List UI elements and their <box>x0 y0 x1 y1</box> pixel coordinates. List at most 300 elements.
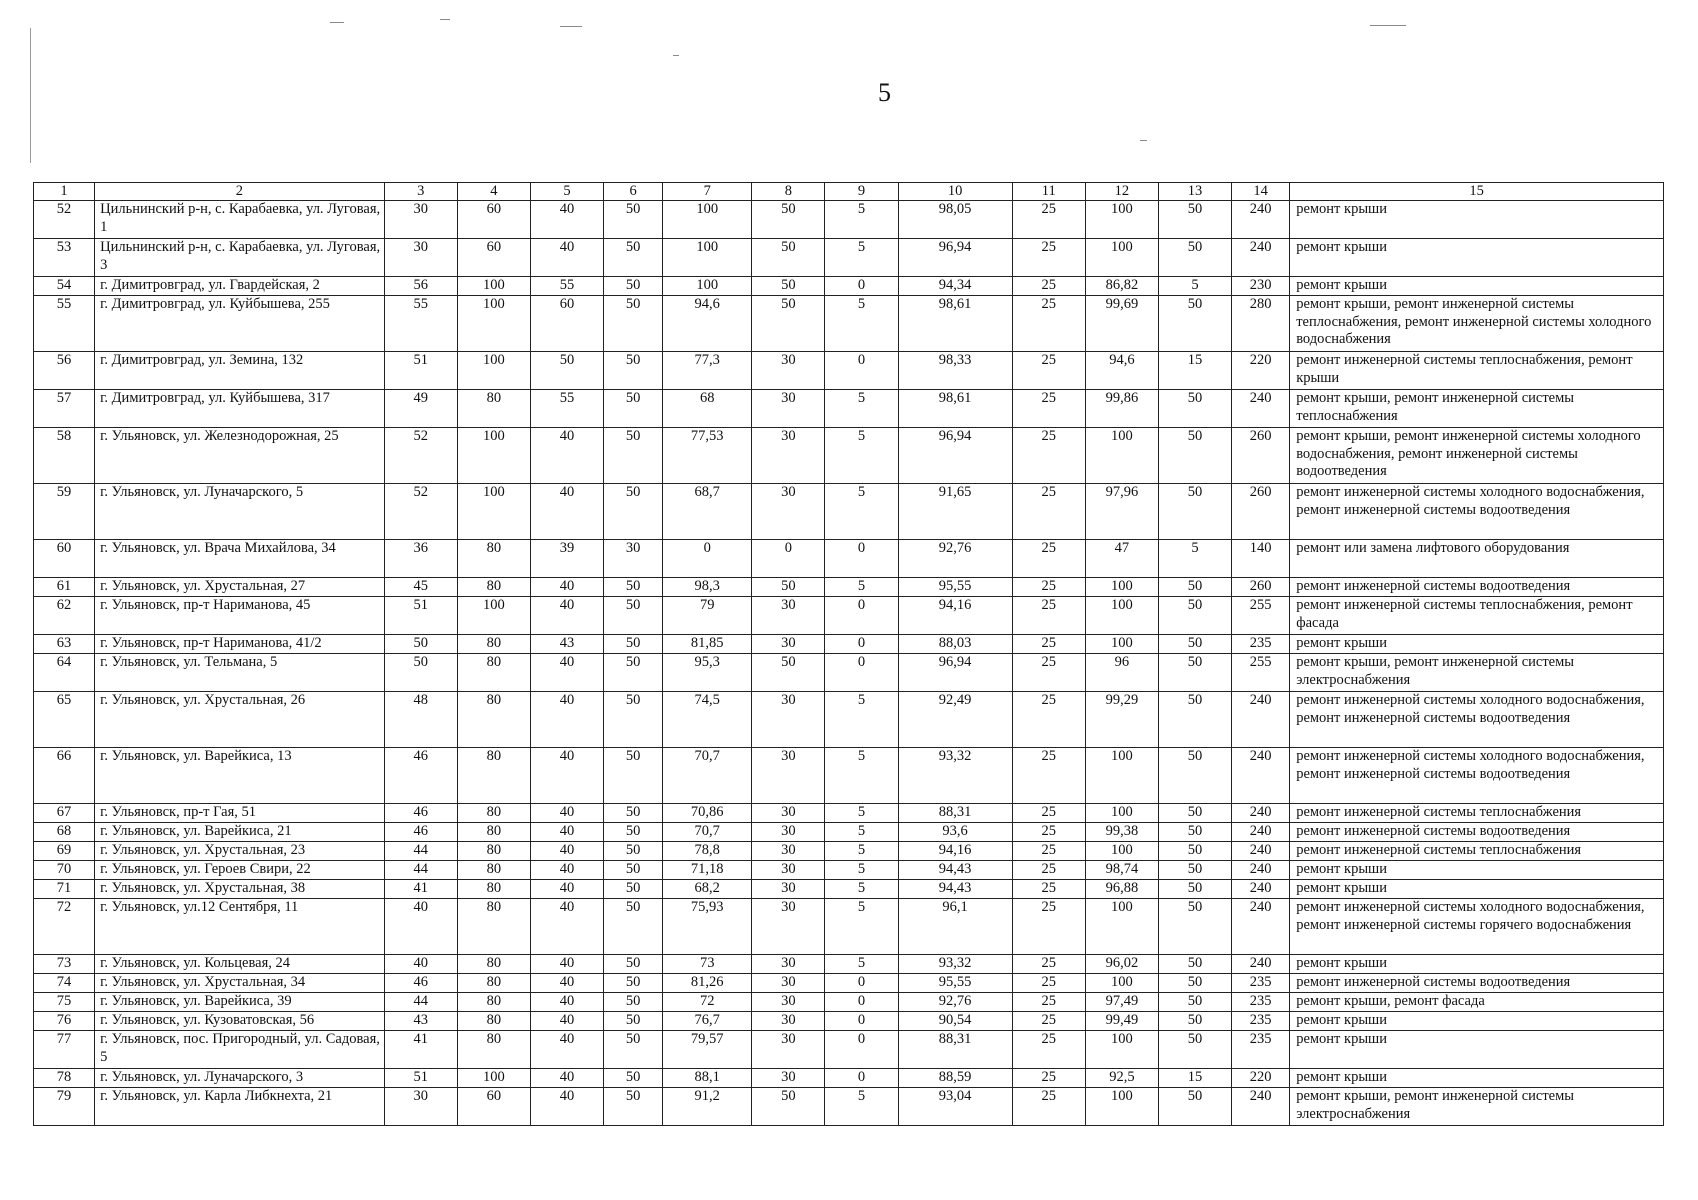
cell-value: 100 <box>457 597 530 635</box>
cell-value: 50 <box>1158 842 1231 861</box>
cell-value: 5 <box>825 899 898 955</box>
cell-value: 50 <box>752 239 825 277</box>
cell-address: г. Ульяновск, ул.12 Сентября, 11 <box>95 899 385 955</box>
cell-value: 80 <box>457 692 530 748</box>
cell-value: 56 <box>384 277 457 296</box>
cell-row-number: 76 <box>34 1012 95 1031</box>
cell-value: 100 <box>663 239 752 277</box>
cell-value: 5 <box>1158 277 1231 296</box>
cell-value: 0 <box>825 540 898 578</box>
cell-value: 25 <box>1012 804 1085 823</box>
cell-value: 50 <box>604 484 663 540</box>
column-header: 10 <box>898 183 1012 201</box>
cell-value: 25 <box>1012 1069 1085 1088</box>
cell-value: 50 <box>604 352 663 390</box>
cell-value: 40 <box>530 578 603 597</box>
cell-value: 40 <box>384 955 457 974</box>
cell-row-number: 52 <box>34 201 95 239</box>
cell-value: 90,54 <box>898 1012 1012 1031</box>
cell-value: 80 <box>457 540 530 578</box>
cell-value: 98,74 <box>1085 861 1158 880</box>
cell-row-number: 77 <box>34 1031 95 1069</box>
cell-value: 50 <box>604 597 663 635</box>
cell-work-types: ремонт инженерной системы водоотведения <box>1290 578 1664 597</box>
cell-value: 51 <box>384 1069 457 1088</box>
cell-value: 60 <box>457 201 530 239</box>
cell-value: 73 <box>663 955 752 974</box>
cell-value: 25 <box>1012 880 1085 899</box>
cell-work-types: ремонт крыши, ремонт фасада <box>1290 993 1664 1012</box>
cell-value: 100 <box>1085 578 1158 597</box>
cell-value: 44 <box>384 993 457 1012</box>
cell-total-score: 240 <box>1232 390 1290 428</box>
cell-address: г. Димитровград, ул. Гвардейская, 2 <box>95 277 385 296</box>
cell-value: 100 <box>1085 748 1158 804</box>
cell-row-number: 75 <box>34 993 95 1012</box>
cell-total-score: 240 <box>1232 823 1290 842</box>
cell-value: 48 <box>384 692 457 748</box>
cell-value: 99,49 <box>1085 1012 1158 1031</box>
cell-value: 100 <box>1085 899 1158 955</box>
page-number: 5 <box>878 78 892 107</box>
cell-address: г. Ульяновск, ул. Хрустальная, 38 <box>95 880 385 899</box>
cell-address: Цильнинский р-н, с. Карабаевка, ул. Луговая, 1 <box>95 201 385 239</box>
cell-value: 25 <box>1012 823 1085 842</box>
cell-value: 80 <box>457 1031 530 1069</box>
cell-value: 5 <box>825 823 898 842</box>
cell-value: 0 <box>825 654 898 692</box>
cell-value: 5 <box>825 239 898 277</box>
table-row <box>34 692 1664 748</box>
cell-value: 50 <box>604 239 663 277</box>
cell-total-score: 240 <box>1232 748 1290 804</box>
cell-value: 94,43 <box>898 861 1012 880</box>
cell-value: 30 <box>752 484 825 540</box>
cell-value: 92,49 <box>898 692 1012 748</box>
cell-value: 60 <box>457 1088 530 1126</box>
cell-value: 79 <box>663 597 752 635</box>
cell-value: 98,61 <box>898 390 1012 428</box>
cell-value: 50 <box>604 635 663 654</box>
cell-value: 47 <box>1085 540 1158 578</box>
cell-work-types: ремонт инженерной системы теплоснабжения, ремонт фасада <box>1290 597 1664 635</box>
cell-work-types: ремонт крыши <box>1290 635 1664 654</box>
cell-value: 80 <box>457 880 530 899</box>
cell-value: 91,2 <box>663 1088 752 1126</box>
cell-value: 15 <box>1158 1069 1231 1088</box>
cell-value: 96,1 <box>898 899 1012 955</box>
scan-speck <box>440 19 450 20</box>
cell-value: 30 <box>752 597 825 635</box>
cell-value: 95,3 <box>663 654 752 692</box>
cell-total-score: 220 <box>1232 352 1290 390</box>
cell-value: 68,7 <box>663 484 752 540</box>
cell-total-score: 240 <box>1232 201 1290 239</box>
cell-work-types: ремонт крыши <box>1290 880 1664 899</box>
cell-value: 50 <box>1158 239 1231 277</box>
cell-work-types: ремонт крыши <box>1290 861 1664 880</box>
cell-value: 50 <box>604 428 663 484</box>
cell-work-types: ремонт крыши, ремонт инженерной системы электроснабжения <box>1290 1088 1664 1126</box>
cell-value: 40 <box>530 748 603 804</box>
table-row <box>34 823 1664 842</box>
table-row <box>34 1031 1664 1069</box>
cell-value: 40 <box>530 1088 603 1126</box>
cell-row-number: 74 <box>34 974 95 993</box>
cell-value: 99,69 <box>1085 296 1158 352</box>
cell-work-types: ремонт крыши, ремонт инженерной системы холодного водоснабжения, ремонт инженерной системы водоотведения <box>1290 428 1664 484</box>
cell-row-number: 70 <box>34 861 95 880</box>
cell-value: 50 <box>1158 823 1231 842</box>
cell-value: 96,02 <box>1085 955 1158 974</box>
cell-value: 30 <box>752 861 825 880</box>
cell-value: 50 <box>752 201 825 239</box>
cell-value: 45 <box>384 578 457 597</box>
cell-value: 77,53 <box>663 428 752 484</box>
cell-total-score: 235 <box>1232 974 1290 993</box>
cell-total-score: 140 <box>1232 540 1290 578</box>
cell-value: 5 <box>825 842 898 861</box>
cell-value: 96,94 <box>898 239 1012 277</box>
cell-value: 40 <box>530 239 603 277</box>
cell-value: 51 <box>384 597 457 635</box>
cell-value: 5 <box>825 861 898 880</box>
cell-total-score: 235 <box>1232 635 1290 654</box>
table-row <box>34 861 1664 880</box>
cell-value: 50 <box>1158 993 1231 1012</box>
cell-value: 25 <box>1012 955 1085 974</box>
cell-value: 25 <box>1012 635 1085 654</box>
table-row <box>34 842 1664 861</box>
cell-address: Цильнинский р-н, с. Карабаевка, ул. Луговая, 3 <box>95 239 385 277</box>
scan-speck <box>1140 140 1147 141</box>
cell-row-number: 64 <box>34 654 95 692</box>
column-header: 4 <box>457 183 530 201</box>
cell-value: 92,76 <box>898 540 1012 578</box>
cell-value: 50 <box>604 578 663 597</box>
cell-value: 98,61 <box>898 296 1012 352</box>
cell-value: 25 <box>1012 899 1085 955</box>
cell-value: 25 <box>1012 1031 1085 1069</box>
cell-value: 25 <box>1012 1012 1085 1031</box>
cell-value: 50 <box>604 390 663 428</box>
table-row <box>34 635 1664 654</box>
cell-row-number: 73 <box>34 955 95 974</box>
cell-value: 25 <box>1012 352 1085 390</box>
cell-total-score: 230 <box>1232 277 1290 296</box>
cell-value: 0 <box>825 1031 898 1069</box>
cell-total-score: 280 <box>1232 296 1290 352</box>
cell-value: 92,5 <box>1085 1069 1158 1088</box>
cell-value: 50 <box>530 352 603 390</box>
cell-value: 40 <box>530 880 603 899</box>
cell-value: 0 <box>825 1069 898 1088</box>
cell-value: 25 <box>1012 597 1085 635</box>
cell-value: 100 <box>457 484 530 540</box>
cell-value: 50 <box>604 955 663 974</box>
cell-row-number: 62 <box>34 597 95 635</box>
cell-work-types: ремонт крыши, ремонт инженерной системы теплоснабжения, ремонт инженерной системы холодного водоснабжения <box>1290 296 1664 352</box>
cell-address: г. Ульяновск, пр-т Гая, 51 <box>95 804 385 823</box>
cell-value: 80 <box>457 955 530 974</box>
cell-total-score: 235 <box>1232 993 1290 1012</box>
cell-work-types: ремонт инженерной системы холодного водоснабжения, ремонт инженерной системы водоотведения <box>1290 484 1664 540</box>
cell-value: 5 <box>825 804 898 823</box>
cell-value: 100 <box>457 428 530 484</box>
cell-value: 100 <box>1085 804 1158 823</box>
cell-value: 98,33 <box>898 352 1012 390</box>
cell-value: 50 <box>1158 861 1231 880</box>
column-header: 8 <box>752 183 825 201</box>
cell-address: г. Ульяновск, ул. Кольцевая, 24 <box>95 955 385 974</box>
cell-value: 50 <box>1158 955 1231 974</box>
cell-value: 25 <box>1012 540 1085 578</box>
cell-value: 50 <box>1158 1012 1231 1031</box>
cell-row-number: 68 <box>34 823 95 842</box>
cell-value: 100 <box>457 296 530 352</box>
cell-value: 50 <box>604 993 663 1012</box>
column-header: 7 <box>663 183 752 201</box>
cell-value: 94,6 <box>1085 352 1158 390</box>
cell-address: г. Ульяновск, ул. Луначарского, 3 <box>95 1069 385 1088</box>
cell-work-types: ремонт инженерной системы водоотведения <box>1290 823 1664 842</box>
cell-value: 30 <box>752 390 825 428</box>
cell-value: 50 <box>752 578 825 597</box>
cell-value: 43 <box>384 1012 457 1031</box>
cell-value: 50 <box>1158 804 1231 823</box>
cell-value: 100 <box>1085 974 1158 993</box>
cell-value: 30 <box>752 880 825 899</box>
cell-value: 43 <box>530 635 603 654</box>
cell-value: 30 <box>752 823 825 842</box>
cell-value: 100 <box>1085 1088 1158 1126</box>
table-row <box>34 804 1664 823</box>
column-header: 1 <box>34 183 95 201</box>
table-row <box>34 239 1664 277</box>
cell-value: 0 <box>825 277 898 296</box>
cell-value: 97,96 <box>1085 484 1158 540</box>
cell-value: 50 <box>752 296 825 352</box>
table-row <box>34 390 1664 428</box>
cell-value: 96,94 <box>898 654 1012 692</box>
cell-value: 5 <box>825 428 898 484</box>
cell-value: 52 <box>384 428 457 484</box>
cell-value: 80 <box>457 578 530 597</box>
cell-value: 88,1 <box>663 1069 752 1088</box>
cell-work-types: ремонт крыши <box>1290 955 1664 974</box>
scan-speck <box>673 55 679 56</box>
cell-value: 50 <box>604 654 663 692</box>
table-row <box>34 748 1664 804</box>
cell-address: г. Димитровград, ул. Куйбышева, 255 <box>95 296 385 352</box>
cell-value: 30 <box>752 692 825 748</box>
cell-value: 5 <box>1158 540 1231 578</box>
cell-value: 5 <box>825 390 898 428</box>
cell-row-number: 59 <box>34 484 95 540</box>
cell-value: 80 <box>457 635 530 654</box>
cell-value: 94,16 <box>898 842 1012 861</box>
cell-value: 94,43 <box>898 880 1012 899</box>
cell-row-number: 61 <box>34 578 95 597</box>
cell-value: 40 <box>530 974 603 993</box>
cell-value: 91,65 <box>898 484 1012 540</box>
cell-value: 49 <box>384 390 457 428</box>
table-row <box>34 352 1664 390</box>
cell-row-number: 58 <box>34 428 95 484</box>
cell-value: 50 <box>1158 654 1231 692</box>
cell-value: 50 <box>604 823 663 842</box>
cell-value: 0 <box>825 1012 898 1031</box>
cell-value: 68,2 <box>663 880 752 899</box>
cell-value: 98,3 <box>663 578 752 597</box>
cell-value: 50 <box>1158 597 1231 635</box>
cell-value: 80 <box>457 1012 530 1031</box>
cell-total-score: 240 <box>1232 804 1290 823</box>
table-row <box>34 484 1664 540</box>
cell-value: 41 <box>384 1031 457 1069</box>
cell-value: 0 <box>825 352 898 390</box>
column-header: 3 <box>384 183 457 201</box>
cell-value: 30 <box>384 1088 457 1126</box>
cell-row-number: 66 <box>34 748 95 804</box>
cell-total-score: 235 <box>1232 1012 1290 1031</box>
cell-value: 50 <box>1158 296 1231 352</box>
cell-value: 30 <box>752 352 825 390</box>
cell-value: 40 <box>530 654 603 692</box>
cell-value: 30 <box>752 635 825 654</box>
cell-value: 100 <box>1085 1031 1158 1069</box>
cell-work-types: ремонт инженерной системы холодного водоснабжения, ремонт инженерной системы водоотведения <box>1290 748 1664 804</box>
cell-value: 50 <box>604 1088 663 1126</box>
cell-value: 30 <box>752 804 825 823</box>
cell-work-types: ремонт инженерной системы теплоснабжения <box>1290 804 1664 823</box>
cell-value: 40 <box>530 1069 603 1088</box>
cell-value: 40 <box>530 484 603 540</box>
cell-work-types: ремонт инженерной системы теплоснабжения <box>1290 842 1664 861</box>
cell-value: 30 <box>752 955 825 974</box>
cell-value: 100 <box>1085 635 1158 654</box>
cell-value: 40 <box>530 201 603 239</box>
cell-value: 80 <box>457 842 530 861</box>
cell-value: 74,5 <box>663 692 752 748</box>
cell-value: 50 <box>1158 880 1231 899</box>
cell-value: 46 <box>384 823 457 842</box>
cell-value: 96 <box>1085 654 1158 692</box>
column-header: 15 <box>1290 183 1664 201</box>
cell-value: 50 <box>752 654 825 692</box>
cell-value: 50 <box>384 635 457 654</box>
cell-value: 94,34 <box>898 277 1012 296</box>
cell-work-types: ремонт крыши <box>1290 277 1664 296</box>
cell-work-types: ремонт крыши <box>1290 1012 1664 1031</box>
cell-value: 99,29 <box>1085 692 1158 748</box>
cell-value: 88,59 <box>898 1069 1012 1088</box>
cell-work-types: ремонт крыши <box>1290 1069 1664 1088</box>
cell-value: 60 <box>530 296 603 352</box>
cell-work-types: ремонт инженерной системы холодного водоснабжения, ремонт инженерной системы водоотведения <box>1290 692 1664 748</box>
cell-value: 100 <box>663 201 752 239</box>
cell-value: 50 <box>1158 899 1231 955</box>
cell-work-types: ремонт инженерной системы теплоснабжения, ремонт крыши <box>1290 352 1664 390</box>
cell-value: 100 <box>457 352 530 390</box>
cell-value: 0 <box>825 974 898 993</box>
column-header: 5 <box>530 183 603 201</box>
cell-total-score: 220 <box>1232 1069 1290 1088</box>
cell-value: 50 <box>604 899 663 955</box>
cell-value: 99,38 <box>1085 823 1158 842</box>
cell-total-score: 235 <box>1232 1031 1290 1069</box>
column-header: 12 <box>1085 183 1158 201</box>
cell-value: 0 <box>825 993 898 1012</box>
cell-value: 92,76 <box>898 993 1012 1012</box>
cell-row-number: 60 <box>34 540 95 578</box>
cell-value: 50 <box>1158 428 1231 484</box>
cell-row-number: 67 <box>34 804 95 823</box>
cell-value: 30 <box>604 540 663 578</box>
column-header: 9 <box>825 183 898 201</box>
cell-value: 50 <box>604 861 663 880</box>
cell-value: 5 <box>825 955 898 974</box>
cell-address: г. Ульяновск, ул. Варейкиса, 21 <box>95 823 385 842</box>
cell-value: 100 <box>663 277 752 296</box>
cell-value: 30 <box>752 748 825 804</box>
cell-value: 25 <box>1012 390 1085 428</box>
cell-address: г. Ульяновск, пр-т Нариманова, 45 <box>95 597 385 635</box>
cell-value: 50 <box>604 296 663 352</box>
cell-address: г. Ульяновск, ул. Хрустальная, 34 <box>95 974 385 993</box>
cell-value: 72 <box>663 993 752 1012</box>
cell-value: 100 <box>1085 428 1158 484</box>
cell-row-number: 55 <box>34 296 95 352</box>
cell-total-score: 240 <box>1232 955 1290 974</box>
repair-registry-table <box>33 182 1664 1126</box>
cell-value: 68 <box>663 390 752 428</box>
cell-value: 46 <box>384 748 457 804</box>
table-row <box>34 578 1664 597</box>
cell-value: 30 <box>752 1069 825 1088</box>
column-header: 14 <box>1232 183 1290 201</box>
cell-value: 50 <box>604 201 663 239</box>
cell-value: 88,31 <box>898 804 1012 823</box>
cell-row-number: 79 <box>34 1088 95 1126</box>
column-header: 6 <box>604 183 663 201</box>
cell-value: 100 <box>457 1069 530 1088</box>
cell-total-score: 240 <box>1232 899 1290 955</box>
cell-work-types: ремонт инженерной системы холодного водоснабжения, ремонт инженерной системы горячего водоснабжения <box>1290 899 1664 955</box>
cell-value: 76,7 <box>663 1012 752 1031</box>
cell-work-types: ремонт крыши <box>1290 201 1664 239</box>
cell-value: 25 <box>1012 861 1085 880</box>
cell-total-score: 240 <box>1232 239 1290 277</box>
cell-value: 5 <box>825 692 898 748</box>
cell-value: 25 <box>1012 842 1085 861</box>
cell-value: 52 <box>384 484 457 540</box>
cell-value: 40 <box>530 861 603 880</box>
cell-value: 88,03 <box>898 635 1012 654</box>
cell-value: 30 <box>752 1012 825 1031</box>
cell-value: 78,8 <box>663 842 752 861</box>
cell-value: 100 <box>1085 597 1158 635</box>
table-row <box>34 974 1664 993</box>
cell-value: 50 <box>1158 635 1231 654</box>
cell-value: 55 <box>530 390 603 428</box>
cell-address: г. Ульяновск, ул. Железнодорожная, 25 <box>95 428 385 484</box>
cell-value: 40 <box>530 955 603 974</box>
cell-value: 80 <box>457 993 530 1012</box>
cell-value: 40 <box>530 1012 603 1031</box>
cell-value: 5 <box>825 296 898 352</box>
cell-value: 25 <box>1012 692 1085 748</box>
